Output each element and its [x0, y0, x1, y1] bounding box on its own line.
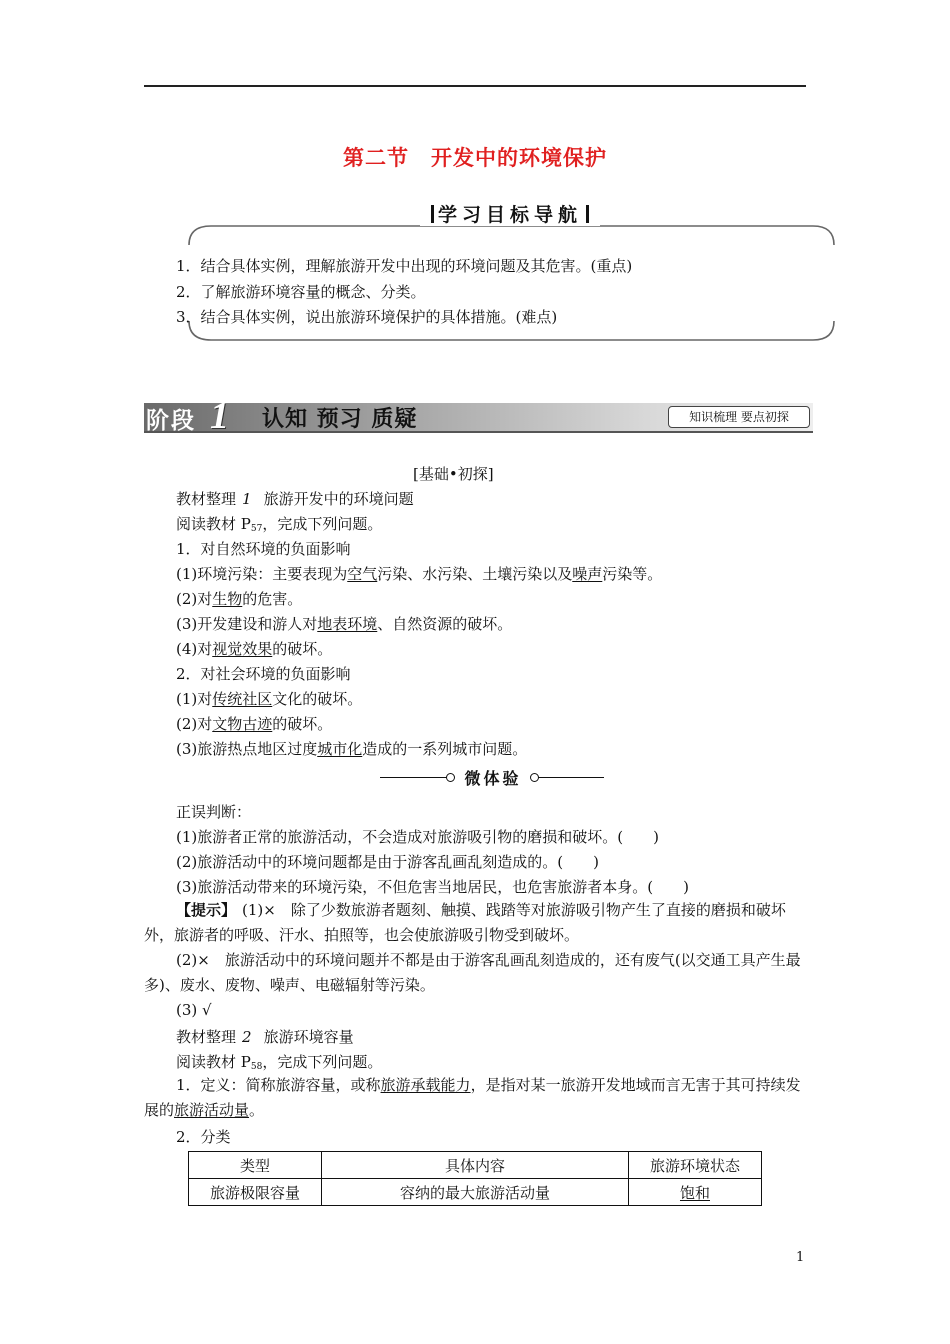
hint-1: 【提示】 (1)× 除了少数旅游者题刻、触摸、践踏等对旅游吸引物产生了直接的磨损和破坏外，旅游者的呼吸、汗水、拍照等，也会使旅游吸引物受到破坏。	[144, 901, 786, 944]
judge-question: (2)旅游活动中的环境问题都是由于游客乱画乱刻造成的。( )	[176, 853, 599, 871]
part1-s2-item: (1)对传统社区文化的破坏。	[176, 690, 363, 708]
basics-tag: [基础•初探]	[413, 465, 494, 483]
hint-2: (2)× 旅游活动中的环境问题并不都是由于游客乱画乱刻造成的，还有废气(以交通工具产生最多)、废水、废物、噪声、电磁辐射等污染。	[144, 951, 801, 994]
part1-s1-item: (4)对视觉效果的破坏。	[176, 640, 333, 658]
judge-question: (3)旅游活动带来的环境污染，不但危害当地居民，也危害旅游者本身。( )	[176, 878, 689, 896]
judge-question: (1)旅游者正常的旅游活动，不会造成对旅游吸引物的磨损和破坏。( )	[176, 828, 659, 846]
section-number: 第二节	[343, 146, 409, 170]
part1-s1-item: (3)开发建设和游人对地表环境、自然资源的破坏。	[176, 615, 513, 633]
stage-banner	[144, 395, 813, 437]
capacity-table	[188, 1151, 762, 1206]
part1-s1-item: (1)环境污染：主要表现为空气污染、水污染、土壤污染以及噪声污染等。	[176, 565, 663, 583]
part2-read: 阅读教材 $P_{58}$，完成下列问题。	[176, 1053, 383, 1072]
table-cell: 旅游极限容量	[189, 1179, 322, 1206]
goal-item: 1．结合具体实例，理解旅游开发中出现的环境问题及其危害。(重点)	[176, 257, 633, 275]
page-title	[0, 142, 950, 172]
part1-s2-title: 2．对社会环境的负面影响	[176, 665, 351, 683]
header-rule	[144, 85, 806, 87]
part2-heading: 教材整理 2 旅游环境容量	[176, 1028, 354, 1046]
stage-title: 认知 预习 质疑	[262, 407, 418, 432]
part2-definition: 1．定义：简称旅游容量，或称旅游承载能力，是指对某一旅游开发地域而言无害于其可持续发展的旅游活动量。	[144, 1076, 801, 1119]
table-header: 旅游环境状态	[629, 1152, 762, 1179]
part1-heading: 教材整理 1 旅游开发中的环境问题	[176, 490, 414, 508]
judge-label: 正误判断：	[176, 803, 252, 821]
part1-s1-item: (2)对生物的危害。	[176, 590, 303, 608]
stage-number: 1	[210, 395, 229, 437]
part1-s1-title: 1．对自然环境的负面影响	[176, 540, 351, 558]
table-cell: 饱和	[629, 1179, 762, 1206]
stage-badge: 知识梳理 要点初探	[668, 406, 810, 428]
section-name: 开发中的环境保护	[431, 146, 607, 170]
hint-3: (3) √	[176, 1001, 212, 1019]
part1-read: 阅读教材 $P_{57}$，完成下列问题。	[176, 515, 383, 534]
micro-title: 微体验	[464, 769, 522, 788]
table-header: 类型	[189, 1152, 322, 1179]
table-header: 具体内容	[322, 1152, 629, 1179]
part2-class-title: 2．分类	[176, 1128, 231, 1146]
micro-experience-divider	[380, 766, 605, 790]
part1-s2-item: (2)对文物古迹的破坏。	[176, 715, 333, 733]
goal-item: 3．结合具体实例，说出旅游环境保护的具体措施。(难点)	[176, 308, 558, 326]
stage-label: 阶段	[146, 408, 196, 434]
learning-goals-heading: 学习目标导航	[420, 200, 600, 226]
page-number: 1	[796, 1250, 805, 1265]
goal-item: 2．了解旅游环境容量的概念、分类。	[176, 283, 426, 301]
table-header-row	[189, 1152, 762, 1179]
table-cell: 容纳的最大旅游活动量	[322, 1179, 629, 1206]
part1-s2-item: (3)旅游热点地区过度城市化造成的一系列城市问题。	[176, 740, 528, 758]
table-row	[189, 1179, 762, 1206]
